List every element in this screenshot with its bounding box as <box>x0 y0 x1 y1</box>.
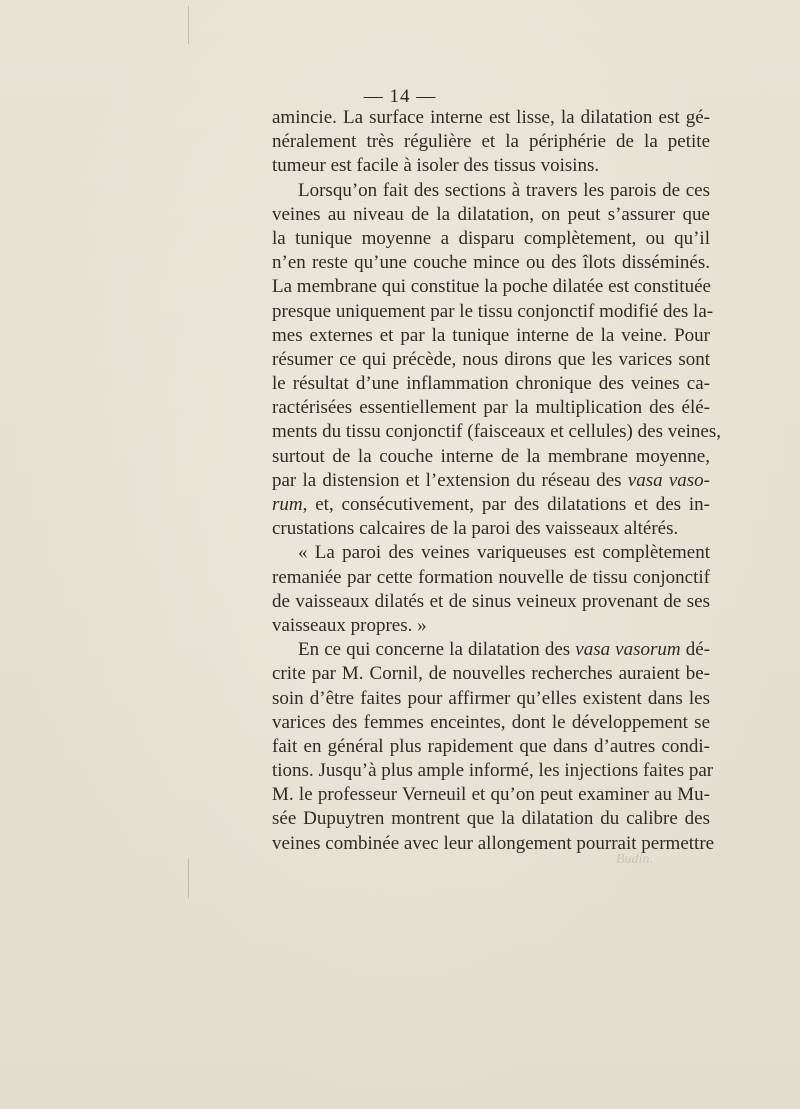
page-number: — 14 — <box>363 86 437 107</box>
text-line: amincie. La surface interne est lisse, la dilatation est gé- <box>272 107 710 128</box>
text-line: n’en reste qu’une couche mince ou des îlots disséminés. <box>272 252 710 274</box>
text-line: ments du tissu conjonctif (faisceaux et cellules) des veines, <box>272 421 722 443</box>
body-text <box>272 106 722 856</box>
text-line: tumeur est facile à isoler des tissus voisins. <box>272 155 600 177</box>
text-line: par la distension et l’extension du réseau des vasa vaso- <box>272 469 711 491</box>
text-line: mes externes et par la tunique interne de la veine. Pour <box>272 324 710 346</box>
text-line: veines combinée avec leur allongement pourrait permettre <box>272 832 715 854</box>
text-line: surtout de la couche interne de la membrane moyenne, <box>272 445 710 467</box>
text-line: crite par M. Cornil, de nouvelles recherches auraient be- <box>272 663 710 685</box>
text-line: M. le professeur Verneuil et qu’on peut examiner au Mu- <box>272 784 710 806</box>
text-line: « La paroi des veines variqueuses est complètement <box>298 542 710 564</box>
text-line: rum, et, consécutivement, par des dilatations et des in- <box>272 494 710 515</box>
text-line: la tunique moyenne a disparu complètement, ou qu’il <box>272 227 710 249</box>
text-line: Lorsqu’on fait des sections à travers les parois de ces <box>298 179 710 201</box>
text-line: veines au niveau de la dilatation, on peut s’assurer que <box>272 203 710 225</box>
text-line: le résultat d’une inflammation chronique des veines ca- <box>272 373 710 395</box>
text-line: remaniée par cette formation nouvelle de tissu conjonctif <box>272 566 710 588</box>
text-line: tions. Jusqu’à plus ample informé, les injections faites par <box>272 760 714 782</box>
text-line: résumer ce qui précède, nous dirons que les varices sont <box>272 348 710 370</box>
left-margin-mark-top <box>188 6 189 44</box>
text-line: soin d’être faites pour affirmer qu’elles existent dans les <box>272 687 710 709</box>
text-line: fait en général plus rapidement que dans d’autres condi- <box>272 735 710 757</box>
text-line: sée Dupuytren montrent que la dilatation du calibre des <box>272 808 710 830</box>
text-line: varices des femmes enceintes, dont le développement se <box>272 711 710 733</box>
text-line: néralement très régulière et la périphérie de la petite <box>272 131 710 153</box>
text-line: ractérisées essentiellement par la multiplication des élé- <box>272 397 710 419</box>
text-line: crustations calcaires de la paroi des vaisseaux altérés. <box>272 518 679 540</box>
text-line: de vaisseaux dilatés et de sinus veineux provenant de ses <box>272 590 710 612</box>
text-line: La membrane qui constitue la poche dilatée est constituée <box>272 276 711 298</box>
left-margin-mark-bottom <box>188 858 189 898</box>
text-line: En ce qui concerne la dilatation des vasa vasorum dé- <box>298 639 710 661</box>
text-line: presque uniquement par le tissu conjonctif modifié des la- <box>272 300 714 322</box>
bleed-through-signature: Budin. <box>616 852 653 867</box>
text-line: vaisseaux propres. » <box>272 614 427 636</box>
